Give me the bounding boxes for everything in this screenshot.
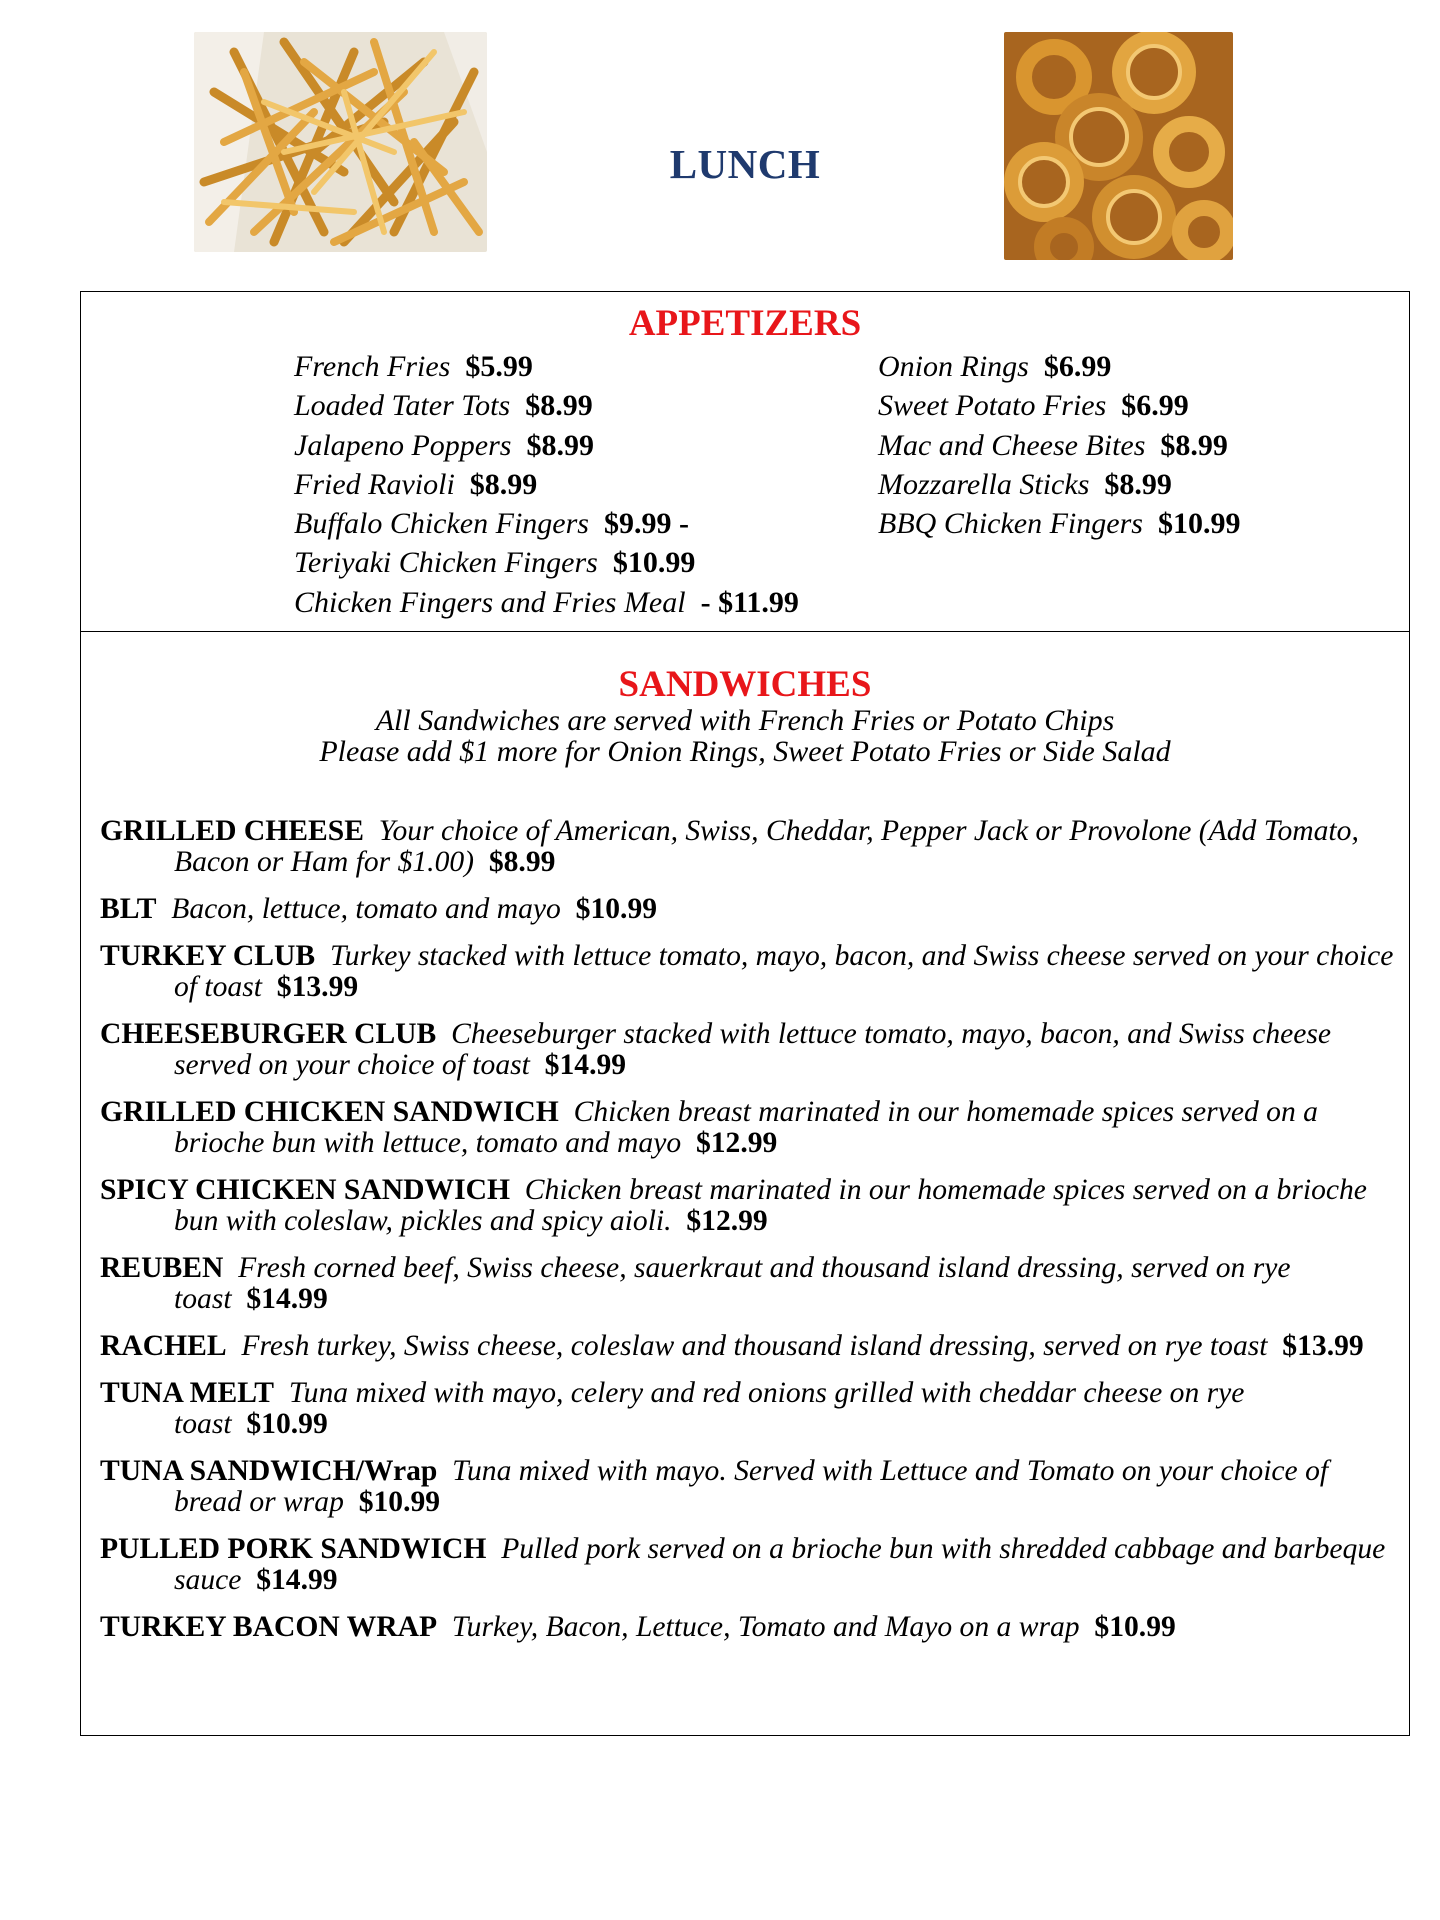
appetizer-item [878,426,1240,465]
sandwich-item [100,1456,1395,1518]
appetizer-item [878,386,1240,425]
sandwich-name: RACHEL [100,1330,227,1362]
sandwich-description: Fresh corned beef, Swiss cheese, sauerkraut and thousand island dressing, served on rye toast [174,1252,1291,1315]
sandwich-name: CHEESEBURGER CLUB [100,1018,437,1050]
appetizer-price: $8.99 [526,428,594,462]
sandwich-description: Bacon, lettuce, tomato and mayo [171,893,561,925]
sandwich-price: $12.99 [686,1205,768,1237]
appetizer-item [294,583,799,622]
sandwich-price: $14.99 [256,1564,338,1596]
appetizer-price: $6.99 [1121,389,1189,423]
sandwich-description: Cheeseburger stacked with lettuce tomato, mayo, bacon, and Swiss cheese served on your choice of toast [174,1018,1332,1081]
appetizer-name: Mozzarella Sticks [878,467,1090,501]
sandwiches-section [80,631,1410,1736]
appetizers-section [80,291,1410,632]
appetizer-price: $8.99 [525,389,593,423]
appetizer-item [294,504,799,543]
appetizers-heading: APPETIZERS [628,303,862,344]
appetizers-right-column [878,347,1240,543]
appetizer-item [878,465,1240,504]
sandwich-description: Your choice of American, Swiss, Cheddar, Pepper Jack or Provolone (Add Tomato, Bacon or Ham for $1.00) [174,815,1359,878]
sandwich-description: Tuna mixed with mayo. Served with Lettuce and Tomato on your choice of bread or wrap [174,1455,1329,1518]
sandwich-item [100,1097,1395,1159]
appetizer-name: Teriyaki Chicken Fingers [294,546,598,580]
sandwich-item [100,894,1395,925]
appetizer-item [878,347,1240,386]
sandwich-price: $10.99 [1094,1611,1176,1643]
sandwich-item [100,1612,1395,1643]
sandwich-name: REUBEN [100,1252,224,1284]
appetizer-name: Jalapeno Poppers [294,428,512,462]
appetizer-name: BBQ Chicken Fingers [878,507,1143,541]
appetizer-item [294,465,799,504]
appetizer-name: Sweet Potato Fries [878,389,1107,423]
appetizer-name: Loaded Tater Tots [294,389,511,423]
sandwich-price: $12.99 [695,1127,778,1159]
appetizer-price: - $11.99 [700,585,799,619]
sandwich-name: PULLED PORK SANDWICH [100,1533,487,1565]
sandwich-item [100,1019,1395,1081]
sandwiches-heading: SANDWICHES [618,664,872,705]
appetizer-price: $9.99 - [603,507,689,541]
sandwich-name: TUNA SANDWICH/Wrap [100,1455,438,1487]
sandwich-price: $10.99 [358,1486,441,1518]
sandwich-price: $10.99 [575,893,658,925]
appetizer-name: Buffalo Chicken Fingers [294,507,589,541]
sandwich-item [100,1534,1395,1596]
appetizer-item [294,347,799,386]
appetizers-left-column [294,347,799,622]
sandwich-price: $8.99 [488,846,556,878]
sandwich-item [100,816,1395,878]
sandwich-name: TURKEY CLUB [100,940,316,972]
sandwich-name: TUNA MELT [100,1377,275,1409]
appetizer-name: Onion Rings [878,350,1029,383]
appetizer-item [294,426,799,465]
appetizer-item [294,386,799,425]
sandwich-description: Tuna mixed with mayo, celery and red onions grilled with cheddar cheese on rye toast [174,1377,1245,1440]
sandwich-name: GRILLED CHICKEN SANDWICH [100,1096,559,1128]
page-title-text: LUNCH [669,141,821,187]
sandwich-name: TURKEY BACON WRAP [100,1611,438,1643]
appetizer-price: $10.99 [612,546,696,580]
sandwich-description: Chicken breast marinated in our homemade spices served on a brioche bun with coleslaw, pickles and spicy aioli. [174,1174,1367,1237]
appetizer-item [878,504,1240,543]
sandwich-description: Chicken breast marinated in our homemade spices served on a brioche bun with lettuce, tomato and mayo [174,1096,1318,1159]
appetizer-price: $6.99 [1043,350,1112,383]
sandwich-name: SPICY CHICKEN SANDWICH [100,1174,510,1206]
sandwiches-intro-line-1: All Sandwiches are served with French Fries or Potato Chips [375,704,1115,737]
sandwich-name: GRILLED CHEESE [100,815,364,847]
appetizer-price: $10.99 [1157,507,1241,541]
sandwich-description: Turkey, Bacon, Lettuce, Tomato and Mayo on a wrap [451,1611,1080,1643]
onion-rings-photo [1004,32,1233,260]
appetizer-name: Fried Ravioli [294,467,455,501]
sandwich-description: Pulled pork served on a brioche bun with shredded cabbage and barbeque sauce [174,1533,1386,1596]
appetizer-price: $5.99 [465,350,533,383]
appetizer-item [294,543,799,582]
appetizer-name: Mac and Cheese Bites [878,428,1146,462]
sandwich-price: $13.99 [276,971,359,1003]
sandwich-item [100,1175,1395,1237]
sandwich-item [100,1331,1395,1362]
onion-rings-image [1004,32,1233,260]
sandwich-price: $14.99 [246,1283,328,1315]
appetizer-price: $8.99 [1160,428,1228,462]
appetizer-price: $8.99 [469,467,538,501]
sandwich-description: Turkey stacked with lettuce tomato, mayo, bacon, and Swiss cheese served on your choice of toast [174,940,1394,1003]
sandwich-description: Fresh turkey, Swiss cheese, coleslaw and thousand island dressing, served on rye toast [241,1330,1268,1362]
sandwich-price: $13.99 [1282,1330,1364,1362]
appetizer-name: French Fries [294,350,451,383]
sandwich-item [100,1378,1395,1440]
sandwich-price: $14.99 [544,1049,627,1081]
sandwich-item [100,941,1395,1003]
sandwich-price: $10.99 [246,1408,328,1440]
appetizer-price: $8.99 [1104,467,1172,501]
sandwich-list [100,816,1395,1659]
sandwiches-intro-line-2: Please add $1 more for Onion Rings, Sweet Potato Fries or Side Salad [319,735,1171,768]
sandwich-item [100,1253,1395,1315]
appetizer-name: Chicken Fingers and Fries Meal [294,585,686,619]
sandwich-name: BLT [100,893,157,925]
